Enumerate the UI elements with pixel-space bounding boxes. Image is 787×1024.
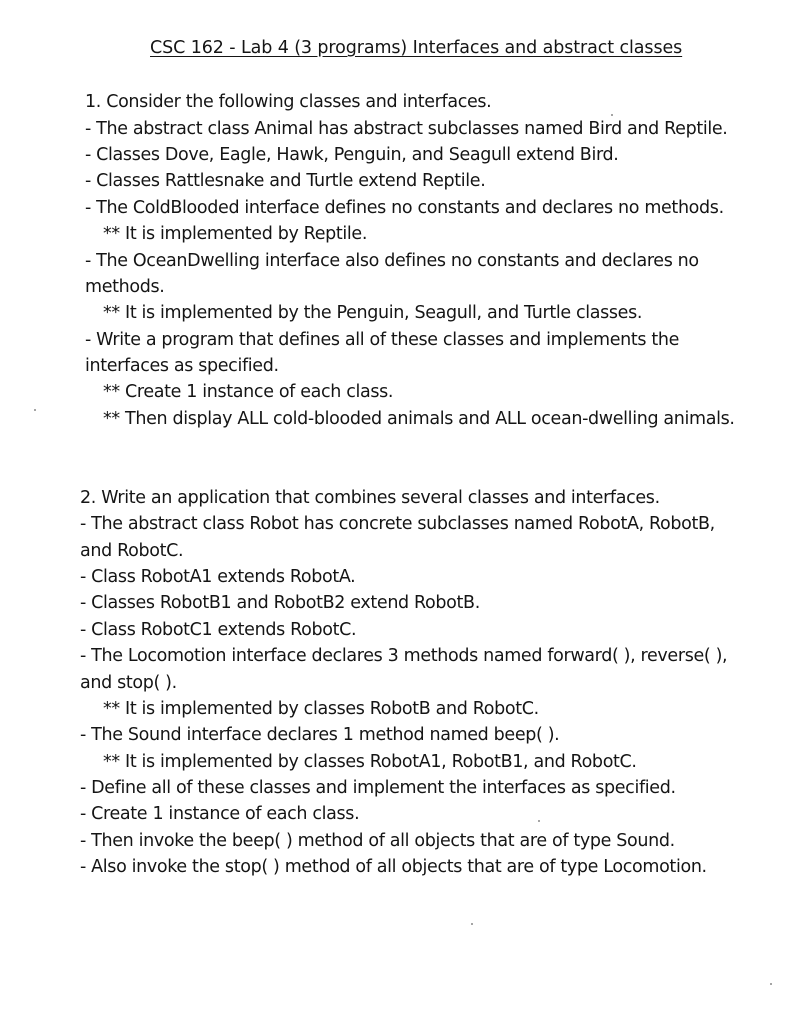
- scan-speck: [611, 114, 613, 116]
- section2-line: and RobotC.: [80, 541, 184, 561]
- section2-line: - Class RobotA1 extends RobotA.: [80, 567, 356, 587]
- section1-line: - The abstract class Animal has abstract subclasses named Bird and Reptile.: [85, 119, 728, 139]
- section2-line: - The abstract class Robot has concrete subclasses named RobotA, RobotB,: [80, 514, 715, 534]
- section1-line: - Write a program that defines all of these classes and implements the: [85, 330, 680, 350]
- section2-heading: 2. Write an application that combines several classes and interfaces.: [80, 488, 660, 508]
- section1-line: ** It is implemented by the Penguin, Seagull, and Turtle classes.: [103, 303, 643, 323]
- section1-line: interfaces as specified.: [85, 356, 279, 376]
- section2-line: - Class RobotC1 extends RobotC.: [80, 620, 357, 640]
- section2-line: - Also invoke the stop( ) method of all objects that are of type Locomotion.: [80, 857, 707, 877]
- section2-line: - Create 1 instance of each class.: [80, 804, 360, 824]
- scan-speck: [770, 983, 772, 985]
- section1-line: ** Create 1 instance of each class.: [103, 382, 394, 402]
- section2-line: ** It is implemented by classes RobotA1, RobotB1, and RobotC.: [103, 752, 637, 772]
- section1-heading: 1. Consider the following classes and interfaces.: [85, 92, 492, 112]
- scan-speck: [471, 923, 473, 925]
- section1-line: methods.: [85, 277, 165, 297]
- section1-line: - The OceanDwelling interface also defines no constants and declares no: [85, 251, 699, 271]
- section2-line: ** It is implemented by classes RobotB and RobotC.: [103, 699, 539, 719]
- section1-line: - The ColdBlooded interface defines no constants and declares no methods.: [85, 198, 724, 218]
- section1-line: ** It is implemented by Reptile.: [103, 224, 368, 244]
- section1-line: - Classes Rattlesnake and Turtle extend Reptile.: [85, 171, 486, 191]
- section1-line: ** Then display ALL cold-blooded animals and ALL ocean-dwelling animals.: [103, 409, 735, 429]
- section2-line: and stop( ).: [80, 673, 177, 693]
- section2-line: - The Locomotion interface declares 3 methods named forward( ), reverse( ),: [80, 646, 728, 666]
- scan-speck: [34, 409, 36, 411]
- section1-line: - Classes Dove, Eagle, Hawk, Penguin, and Seagull extend Bird.: [85, 145, 619, 165]
- section2-line: - Define all of these classes and implement the interfaces as specified.: [80, 778, 676, 798]
- section2-line: - Classes RobotB1 and RobotB2 extend RobotB.: [80, 593, 480, 613]
- section2-line: - The Sound interface declares 1 method named beep( ).: [80, 725, 560, 745]
- section2-line: - Then invoke the beep( ) method of all objects that are of type Sound.: [80, 831, 675, 851]
- page-title: CSC 162 - Lab 4 (3 programs) Interfaces and abstract classes: [150, 38, 683, 58]
- scan-speck: [538, 820, 540, 822]
